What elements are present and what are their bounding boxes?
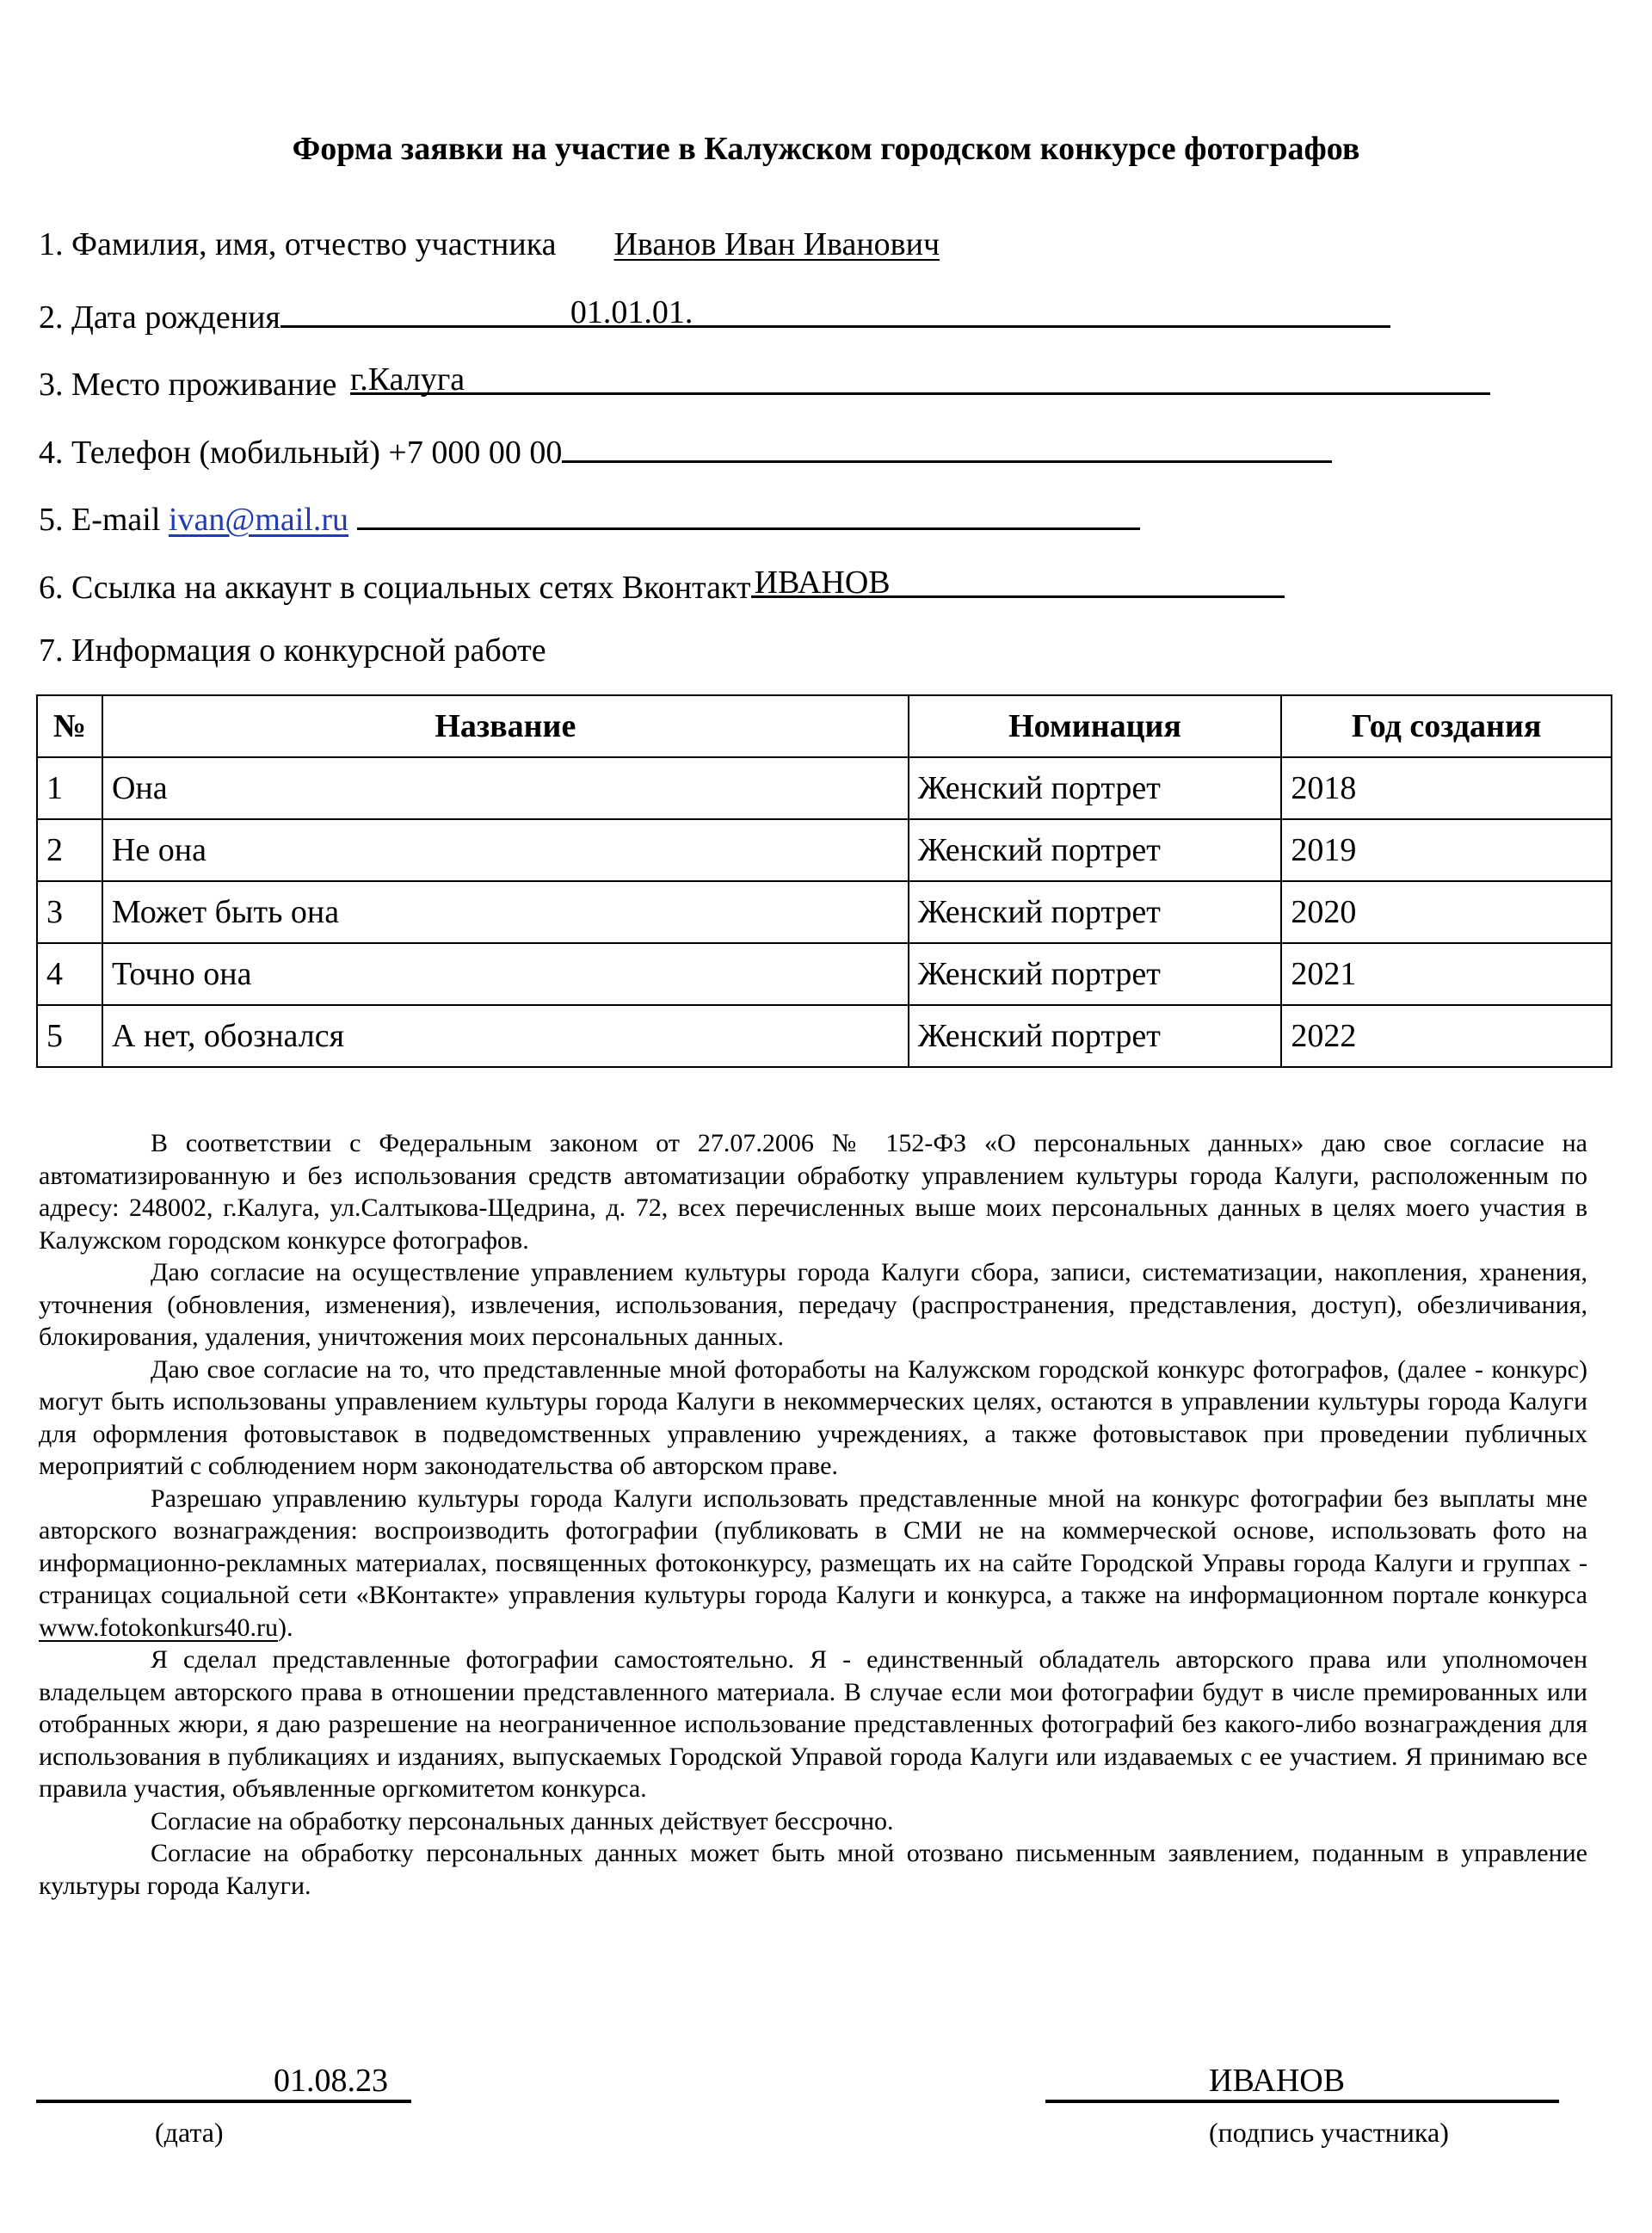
email-input[interactable]	[357, 495, 1140, 530]
signature-caption: (подпись участника)	[1209, 2117, 1449, 2148]
date-signature-field[interactable]	[36, 2065, 411, 2103]
cell-nomination[interactable]: Женский портрет	[909, 1005, 1282, 1067]
social-label: 6. Ссылка на аккаунт в социальных сетях	[39, 570, 614, 606]
consent-paragraph: Согласие на обработку персональных данных может быть мной отозвано письменным заявлением, поданным в управление культуры города Калуги.	[39, 1839, 1587, 1900]
cell-number: 3	[37, 881, 102, 943]
social-input[interactable]	[751, 563, 1285, 601]
works-table	[36, 694, 1612, 1068]
cell-nomination[interactable]: Женский портрет	[909, 757, 1282, 819]
portal-link[interactable]: www.fotokonkurs40.ru	[39, 1613, 279, 1642]
header-year: Год создания	[1281, 695, 1612, 757]
phone-label: 4. Телефон (мобильный)	[39, 435, 380, 471]
consent-paragraph-text: Разрешаю управлению культуры города Калуги использовать представленные мной на конкурс фотографии без выплаты мне авторского вознаграждения: воспроизводить фотографии (публиковать в СМИ не на коммерческой основе, использовать фото на информационно-рекламных материалах, посвященных фотоконкурсу, размещать их на сайте Городской Управы города Калуги и группах - страницах социальной сети «ВКонтакте» управления культуры города Калуги и конкурса, а также на информационном портале конкурса	[39, 1484, 1587, 1609]
consent-paragraph: Согласие на обработку персональных данных действует бессрочно.	[151, 1806, 894, 1835]
signature-value: ИВАНОВ	[1209, 2063, 1346, 2099]
date-value: 01.08.23	[274, 2063, 388, 2099]
table-row	[37, 1005, 1612, 1067]
header-title: Название	[102, 695, 909, 757]
table-row	[37, 757, 1612, 819]
header-number: №	[37, 695, 102, 757]
social-value: ИВАНОВ	[754, 564, 891, 601]
cell-title[interactable]: Точно она	[102, 943, 909, 1005]
field-email	[39, 495, 1140, 540]
field-works-info	[39, 631, 546, 670]
cell-year[interactable]: 2019	[1281, 819, 1612, 881]
social-network: Вконтакт	[621, 570, 751, 606]
phone-value[interactable]: +7 000 00 00	[388, 435, 563, 471]
table-row	[37, 881, 1612, 943]
birth-date-value: 01.01.01.	[570, 294, 693, 330]
cell-nomination[interactable]: Женский портрет	[909, 819, 1282, 881]
cell-number: 5	[37, 1005, 102, 1067]
table-header-row	[37, 695, 1612, 757]
field-birth-date	[39, 293, 1390, 337]
field-full-name	[39, 225, 940, 264]
field-residence	[39, 360, 1490, 404]
phone-input[interactable]	[562, 428, 1332, 463]
residence-input[interactable]	[349, 360, 1490, 398]
participant-signature-field[interactable]	[1045, 2065, 1559, 2103]
cell-year[interactable]: 2021	[1281, 943, 1612, 1005]
table-row	[37, 819, 1612, 881]
cell-number: 1	[37, 757, 102, 819]
consent-paragraph-with-link	[39, 1483, 1587, 1644]
date-caption: (дата)	[155, 2117, 224, 2148]
full-name-value[interactable]: Иванов Иван Иванович	[613, 226, 940, 262]
document-title: Форма заявки на участие в Калужском городском конкурсе фотографов	[292, 131, 1360, 167]
email-label: 5. E-mail	[39, 502, 161, 538]
field-social	[39, 563, 1285, 608]
residence-value: г.Калуга	[349, 361, 465, 398]
consent-paragraph: Даю свое согласие на то, что представленные мной фоторaботы на Калужском городской конкурс фотографов, (далее - конкурс) могут быть использованы управлением культуры города Калуги в некоммерческих целях, остаются в управлении культуры города Калуги для оформления фотовыставок в подведомственных управлению учреждениях, а также фотовыставок при проведении публичных мероприятий с соблюдением норм законодательства об авторском праве.	[39, 1354, 1587, 1480]
cell-title[interactable]: Может быть она	[102, 881, 909, 943]
cell-nomination[interactable]: Женский портрет	[909, 881, 1282, 943]
cell-number: 4	[37, 943, 102, 1005]
consent-text	[39, 1127, 1587, 1902]
email-link[interactable]: ivan@mail.ru	[168, 502, 349, 538]
cell-title[interactable]: А нет, обознался	[102, 1005, 909, 1067]
table-row	[37, 943, 1612, 1005]
consent-paragraph: В соответствии с Федеральным законом от 27.07.2006 № 152-ФЗ «О персональных данных» даю свое согласие на автоматизированную и без использования средств автоматизации обработку управлением культуры города Калуги, расположенным по адресу: 248002, г.Калуга, ул.Салтыкова-Щедрина, д. 72, всех перечисленных выше моих персональных данных в целях моего участия в Калужском городском конкурсе фотографов.	[39, 1129, 1587, 1255]
cell-year[interactable]: 2020	[1281, 881, 1612, 943]
field-phone	[39, 428, 1332, 472]
cell-title[interactable]: Не она	[102, 819, 909, 881]
header-nomination: Номинация	[909, 695, 1282, 757]
cell-nomination[interactable]: Женский портрет	[909, 943, 1282, 1005]
consent-paragraph: Даю согласие на осуществление управлением культуры города Калуги сбора, записи, систематизации, накопления, хранения, уточнения (обновления, изменения), извлечения, использования, передачу (распространения, представления, доступ), обезличивания, блокирования, удаления, уничтожения моих персональных данных.	[39, 1258, 1587, 1351]
works-info-label: 7. Информация о конкурсной работе	[39, 632, 546, 669]
full-name-label: 1. Фамилия, имя, отчество участника	[39, 226, 557, 262]
cell-year[interactable]: 2022	[1281, 1005, 1612, 1067]
birth-date-input[interactable]	[280, 293, 1390, 328]
birth-date-label: 2. Дата рождения	[39, 299, 280, 336]
residence-label: 3. Место проживание	[39, 367, 337, 403]
cell-year[interactable]: 2018	[1281, 757, 1612, 819]
cell-number: 2	[37, 819, 102, 881]
cell-title[interactable]: Она	[102, 757, 909, 819]
portal-link-suffix: ).	[278, 1613, 293, 1642]
consent-paragraph: Я сделал представленные фотографии самостоятельно. Я - единственный обладатель авторского права или уполномочен владельцем авторского права в отношении представленного материала. В случае если мои фотографии будут в числе премированных или отобранных жюри, я даю разрешение на неограниченное использование представленных фотографий без какого-либо вознаграждения для использования в публикациях и изданиях, выпускаемых Городской Управой города Калуги или издаваемых с ее участием. Я принимаю все правила участия, объявленные оргкомитетом конкурса.	[39, 1645, 1587, 1803]
